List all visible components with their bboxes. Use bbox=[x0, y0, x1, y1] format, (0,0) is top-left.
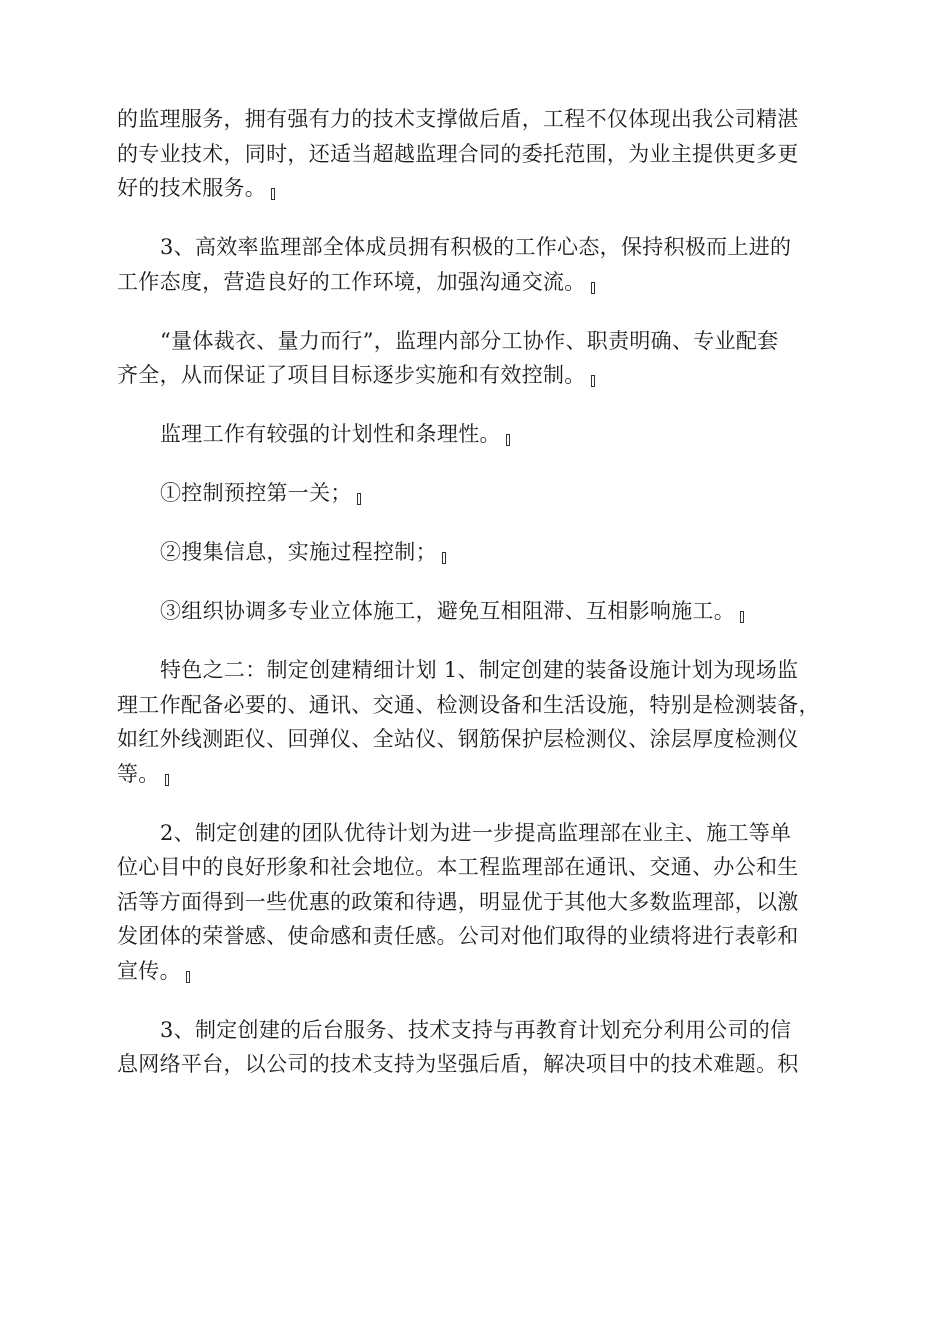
paragraph-1 bbox=[117, 102, 837, 206]
text-line: ②搜集信息，实施过程控制； bbox=[117, 535, 837, 570]
paragraph-mark-icon bbox=[442, 552, 446, 564]
text-line: 工作态度，营造良好的工作环境，加强沟通交流。 bbox=[117, 265, 837, 300]
paragraph-4 bbox=[117, 417, 837, 452]
paragraph-mark-icon bbox=[740, 611, 744, 623]
paragraph-mark-icon bbox=[357, 493, 361, 505]
text-line: 发团体的荣誉感、使命感和责任感。公司对他们取得的业绩将进行表彰和 bbox=[117, 924, 799, 948]
paragraph-mark-icon bbox=[165, 774, 169, 786]
paragraph-3 bbox=[117, 324, 837, 393]
text-line: 齐全，从而保证了项目目标逐步实施和有效控制。 bbox=[117, 358, 837, 393]
paragraph-mark-icon bbox=[186, 971, 190, 983]
paragraph-mark-icon bbox=[591, 375, 595, 387]
paragraph-10 bbox=[117, 1013, 837, 1082]
text-line: 3、制定创建的后台服务、技术支持与再教育计划充分利用公司的信 bbox=[160, 1017, 792, 1042]
paragraph-9 bbox=[117, 816, 837, 989]
text-line: 宣传。 bbox=[117, 954, 837, 989]
paragraph-8 bbox=[117, 653, 837, 791]
text-line: 3、高效率监理部全体成员拥有积极的工作心态，保持积极而上进的 bbox=[160, 235, 792, 259]
paragraph-5 bbox=[117, 476, 837, 511]
text-line: 位心目中的良好形象和社会地位。本工程监理部在通讯、交通、办公和生 bbox=[117, 855, 799, 879]
paragraph-mark-icon bbox=[506, 434, 510, 446]
document-page bbox=[117, 102, 837, 1106]
text-line: “量体裁衣、量力而行”，监理内部分工协作、职责明确、专业配套 bbox=[160, 328, 779, 353]
text-line: 息网络平台，以公司的技术支持为坚强后盾，解决项目中的技术难题。积 bbox=[117, 1052, 799, 1076]
text-line: ①控制预控第一关； bbox=[117, 476, 837, 511]
paragraph-6 bbox=[117, 535, 837, 570]
text-line: 特色之二：制定创建精细计划 1、制定创建的装备设施计划为现场监 bbox=[160, 658, 799, 682]
text-line: 2、制定创建的团队优待计划为进一步提高监理部在业主、施工等单 bbox=[160, 820, 792, 845]
text-line: 等。 bbox=[117, 757, 837, 792]
text-line: 的专业技术，同时，还适当超越监理合同的委托范围，为业主提供更多更 bbox=[117, 141, 799, 166]
text-line: 监理工作有较强的计划性和条理性。 bbox=[117, 417, 837, 452]
paragraph-mark-icon bbox=[271, 188, 275, 200]
text-line: ③组织协调多专业立体施工，避免互相阻滞、互相影响施工。 bbox=[117, 594, 837, 629]
paragraph-7 bbox=[117, 594, 837, 629]
paragraph-2 bbox=[117, 230, 837, 299]
text-line: 好的技术服务。 bbox=[117, 171, 837, 206]
text-line: 活等方面得到一些优惠的政策和待遇，明显优于其他大多数监理部，以激 bbox=[117, 889, 799, 914]
text-line: 如红外线测距仪、回弹仪、全站仪、钢筋保护层检测仪、涂层厚度检测仪 bbox=[117, 727, 799, 751]
text-line: 理工作配备必要的、通讯、交通、检测设备和生活设施，特别是检测装备， bbox=[117, 692, 820, 717]
paragraph-mark-icon bbox=[591, 282, 595, 294]
text-line: 的监理服务，拥有强有力的技术支撑做后盾，工程不仅体现出我公司精湛 bbox=[117, 107, 799, 131]
